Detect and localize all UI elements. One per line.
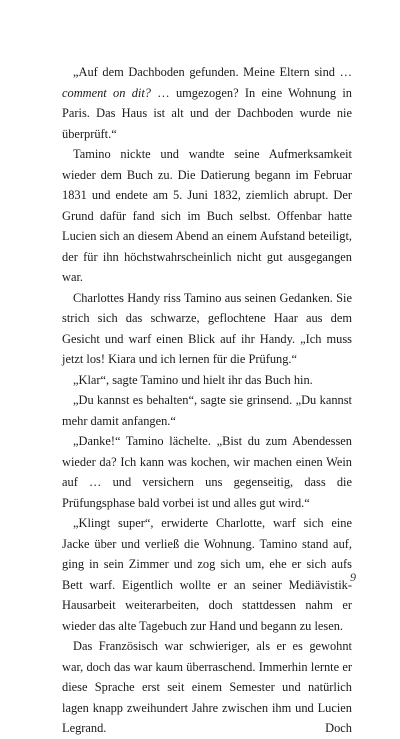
paragraph [62,62,352,144]
text-segment: „Danke!“ Tamino lächelte. „Bist du zum Abendessen wieder da? Ich kann was kochen, wir machen einen Wein auf … und versichern uns gegenseitig, dass die Prüfungsphase bald vorbei ist und alles gut wird.“ [62,434,352,510]
paragraph [62,144,352,288]
italic-phrase: comment on dit? [62,85,151,100]
text-segment: „Klar“, sagte Tamino und hielt ihr das Buch hin. [73,372,313,387]
text-segment: „Du kannst es behalten“, sagte sie grinsend. „Du kannst mehr damit anfangen.“ [62,393,352,428]
text-segment: Das Französisch war schwieriger, als er es gewohnt war, doch das war kaum überraschend. Immerhin lernte er diese Sprache erst seit einem Semester und natürlich lagen knapp zweihundert Jahre zwischen ihm und Lucien Legrand. Doch [62,639,352,735]
text-segment: … umgezogen? In eine Wohnung in Paris. Das Haus ist alt und der Dachboden wurde nie überprüft.“ [62,85,352,141]
text-segment: „Auf dem Dachboden gefunden. Meine Eltern sind … [73,65,352,79]
paragraph [62,431,352,513]
text-segment: „Klingt super“, erwiderte Charlotte, warf sich eine Jacke über und verließ die Wohnung. Tamino stand auf, ging in sein Zimmer und zog sich um, ehe er sich aufs Bett warf. Eigentlich wollte er an seiner Mediävistik-Hausarbeit weiterarbeiten, doch stattdessen nahm er wieder das alte Tagebuch zur Hand und begann zu lesen. [62,516,352,633]
paragraph [62,636,352,739]
paragraph [62,513,352,636]
page-number: 9 [350,570,356,584]
paragraph [62,288,352,370]
paragraph [62,370,352,391]
text-segment: Charlottes Handy riss Tamino aus seinen Gedanken. Sie strich sich das schwarze, geflochtene Haar aus dem Gesicht und warf einen Blick auf ihr Handy. „Ich muss jetzt los! Kiara und ich lernen für die Prüfung.“ [62,290,352,366]
paragraph [62,390,352,431]
body-text [62,62,352,739]
text-segment: Tamino nickte und wandte seine Aufmerksamkeit wieder dem Buch zu. Die Datierung begann im Februar 1831 und endete am 5. Juni 1832, ziemlich abrupt. Der Grund dafür fand sich im Buch selbst. Offenbar hatte Lucien sich an diesem Abend an einem Aufstand beteiligt, der für ihn höchstwahrscheinlich nicht gut ausgegangen war. [62,147,352,284]
